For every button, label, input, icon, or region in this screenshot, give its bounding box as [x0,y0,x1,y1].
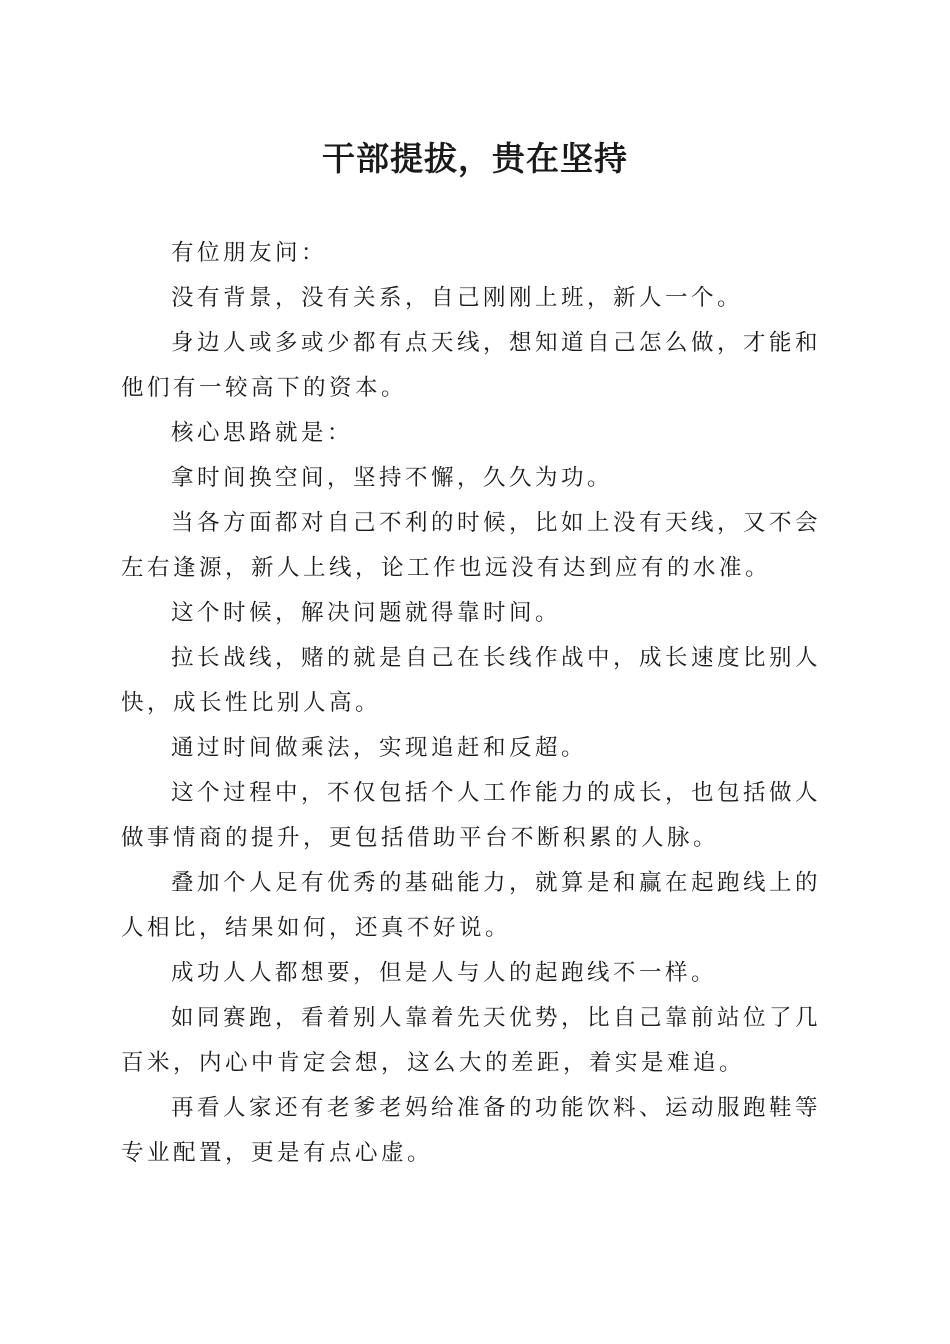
paragraph: 再看人家还有老爹老妈给准备的功能饮料、运动服跑鞋等专业配置，更是有点心虚。 [121,1095,822,1166]
paragraph: 成功人人都想要，但是人与人的起跑线不一样。 [171,960,718,986]
paragraph: 没有背景，没有关系，自己刚刚上班，新人一个。 [171,285,744,311]
paragraph: 通过时间做乘法，实现追赶和反超。 [171,735,588,761]
paragraph: 当各方面都对自己不利的时候，比如上没有天线，又不会左右逢源，新人上线，论工作也远没有达到应有的水准。 [121,510,822,581]
paragraph: 这个时候，解决问题就得靠时间。 [171,600,562,626]
paragraph: 叠加个人足有优秀的基础能力，就算是和赢在起跑线上的人相比，结果如何，还真不好说。 [121,870,822,941]
paragraph: 拿时间换空间，坚持不懈，久久为功。 [171,465,614,491]
paragraph: 身边人或多或少都有点天线，想知道自己怎么做，才能和他们有一较高下的资本。 [121,330,822,401]
document-title: 干部提拔，贵在坚持 [322,139,628,178]
paragraph: 核心思路就是： [171,420,354,446]
document-body [121,231,821,1176]
paragraph: 有位朋友问： [171,240,328,266]
paragraph: 如同赛跑，看着别人靠着先天优势，比自己靠前站位了几百米，内心中肯定会想，这么大的差距，着实是难追。 [121,1005,822,1076]
paragraph: 这个过程中，不仅包括个人工作能力的成长，也包括做人做事情商的提升，更包括借助平台不断积累的人脉。 [121,780,822,851]
paragraph: 拉长战线，赌的就是自己在长线作战中，成长速度比别人快，成长性比别人高。 [121,645,822,716]
